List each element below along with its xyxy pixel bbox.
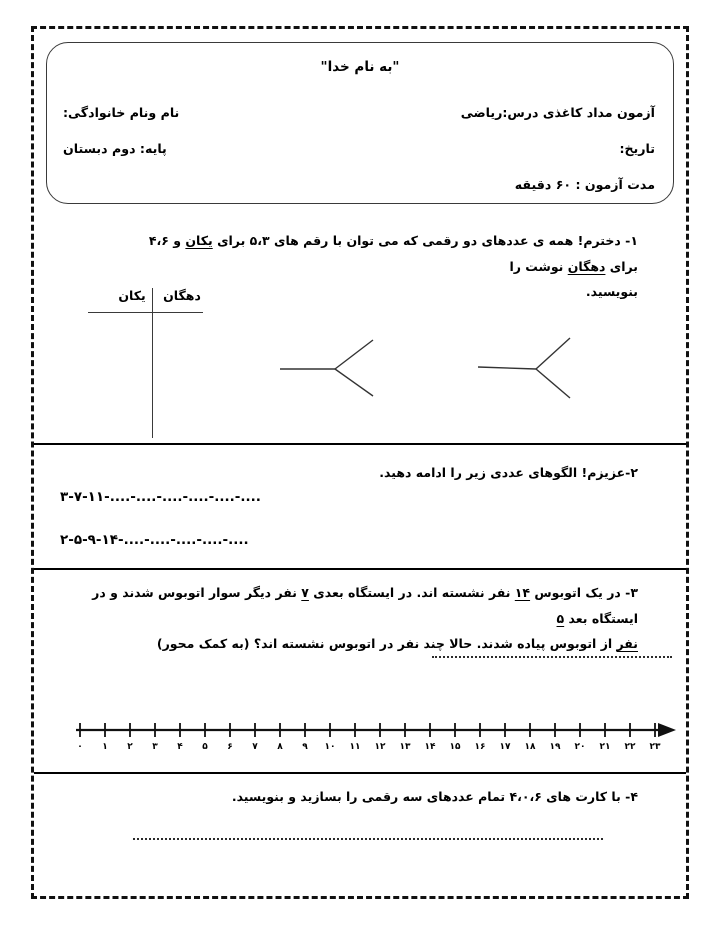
- place-value-headers: [108, 288, 208, 303]
- number-line-tick-label: ۱۵: [449, 742, 461, 752]
- number-line-tick-label: ۱: [102, 742, 108, 752]
- number-line-tick-label: ۲۳: [649, 742, 661, 752]
- question-4-answer-line[interactable]: [133, 838, 603, 840]
- number-line: [70, 712, 680, 760]
- number-line-tick-label: ۱۰: [324, 742, 336, 752]
- q1-word-tens: دهگان: [567, 258, 606, 274]
- number-line-tick-label: ۲۲: [624, 742, 636, 752]
- q3-count-boarded: ۷: [301, 585, 309, 600]
- q2-prompt: ۲-عزیزم! الگوهای عددی زیر را ادامه دهید.: [379, 465, 638, 480]
- question-3-answer-line[interactable]: [432, 656, 672, 658]
- q1-text-a: ۱- دخترم! همه ی عددهای دو رقمی که می توان با رقم های: [269, 233, 638, 248]
- header-row-duration: [63, 177, 655, 192]
- question-2-text: [118, 460, 638, 486]
- branch-diagram-1-svg: [280, 338, 375, 400]
- q1-word-ones: یکان: [185, 233, 213, 248]
- column-header-ones: یکان: [118, 288, 146, 303]
- q1-text-c: برای: [212, 233, 250, 248]
- q3-word-nafar: نفر: [616, 636, 638, 652]
- exam-type-label: آزمون مداد کاغذی درس:ریاضی: [460, 105, 655, 120]
- divider-after-question-1: [34, 443, 686, 445]
- number-line-tick-label: ۱۱: [349, 742, 361, 752]
- student-name-label: نام ونام خانوادگی:: [63, 105, 180, 120]
- number-line-tick-label: ۳: [152, 742, 158, 752]
- number-line-tick-label: ۱۳: [399, 742, 411, 752]
- table-horizontal-rule: [88, 312, 203, 313]
- q1-text-e: و: [168, 233, 186, 248]
- number-line-tick-label: ۱۷: [499, 742, 511, 752]
- number-line-tick-labels: [70, 742, 680, 758]
- q3-text-c: نفر نشسته اند. در ایستگاه بعدی: [308, 585, 515, 600]
- grade-label: پایه: دوم دبستان: [63, 141, 167, 156]
- q1-digits-ones: ۵،۳: [249, 233, 270, 248]
- column-header-tens: دهگان: [163, 288, 201, 303]
- table-vertical-rule: [152, 288, 153, 438]
- number-line-tick-label: ۶: [227, 742, 233, 752]
- exam-header-card: [46, 42, 674, 204]
- pattern-row-1: ۳-۷-۱۱-....-....-....-....-....-....: [60, 489, 261, 505]
- header-row-grade: [63, 141, 655, 156]
- number-line-tick-label: ۲۰: [574, 742, 586, 752]
- q4-prompt: ۴- با کارت های ۴،۰،۶ تمام عددهای سه رقمی را بسازید و بنویسید.: [231, 789, 638, 804]
- pattern-row-2: ۲-۵-۹-۱۴-....-....-....-....-....: [60, 532, 249, 548]
- page-title: "به نام خدا": [320, 59, 400, 75]
- number-line-tick-label: ۲۱: [599, 742, 611, 752]
- number-line-tick-label: ۲: [127, 742, 133, 752]
- header-row-name: [63, 105, 655, 120]
- q3-text-line2-rest: از اتوبوس پیاده شدند. حالا چند نفر در اتوبوس نشسته اند؟ (به کمک محور): [156, 636, 617, 652]
- divider-after-question-2: [34, 568, 686, 570]
- branch-diagram-2: [478, 336, 573, 402]
- number-line-tick-label: ۹: [302, 742, 308, 752]
- number-line-tick-label: ۱۴: [424, 742, 436, 752]
- number-line-tick-label: ۱۶: [474, 742, 486, 752]
- q3-count-left: ۵: [556, 610, 565, 626]
- q3-count-initial: ۱۴: [514, 585, 531, 600]
- duration-label: مدت آزمون : ۶۰ دقیقه: [514, 177, 655, 192]
- q1-text-line2: بنویسید.: [585, 284, 638, 300]
- place-value-table: [88, 288, 208, 443]
- q3-text-line2: [88, 631, 638, 657]
- q1-text-i: نوشت را: [509, 258, 568, 274]
- q1-digits-tens: ۴،۶: [148, 233, 169, 248]
- number-line-tick-label: ۴: [177, 742, 183, 752]
- branch-diagram-2-svg: [478, 336, 573, 402]
- number-line-tick-label: ۷: [252, 742, 258, 752]
- q1-text-g: برای: [605, 258, 638, 274]
- number-line-tick-label: ۱۲: [374, 742, 386, 752]
- question-4-text: [118, 784, 638, 810]
- question-3-text: [88, 580, 638, 657]
- number-line-tick-label: ۵: [202, 742, 208, 752]
- date-label: تاریخ:: [619, 141, 655, 156]
- divider-after-question-3: [34, 772, 686, 774]
- number-line-tick-label: ۱۸: [524, 742, 536, 752]
- number-line-tick-label: ۸: [277, 742, 283, 752]
- number-line-tick-label: ۰: [77, 742, 83, 752]
- q3-text-e: نفر دیگر سوار اتوبوس شدند و در ایستگاه بعد: [92, 585, 638, 626]
- number-line-tick-label: ۱۹: [549, 742, 561, 752]
- branch-diagram-1: [280, 338, 375, 400]
- q3-text-a: ۳- در یک اتوبوس: [530, 585, 638, 600]
